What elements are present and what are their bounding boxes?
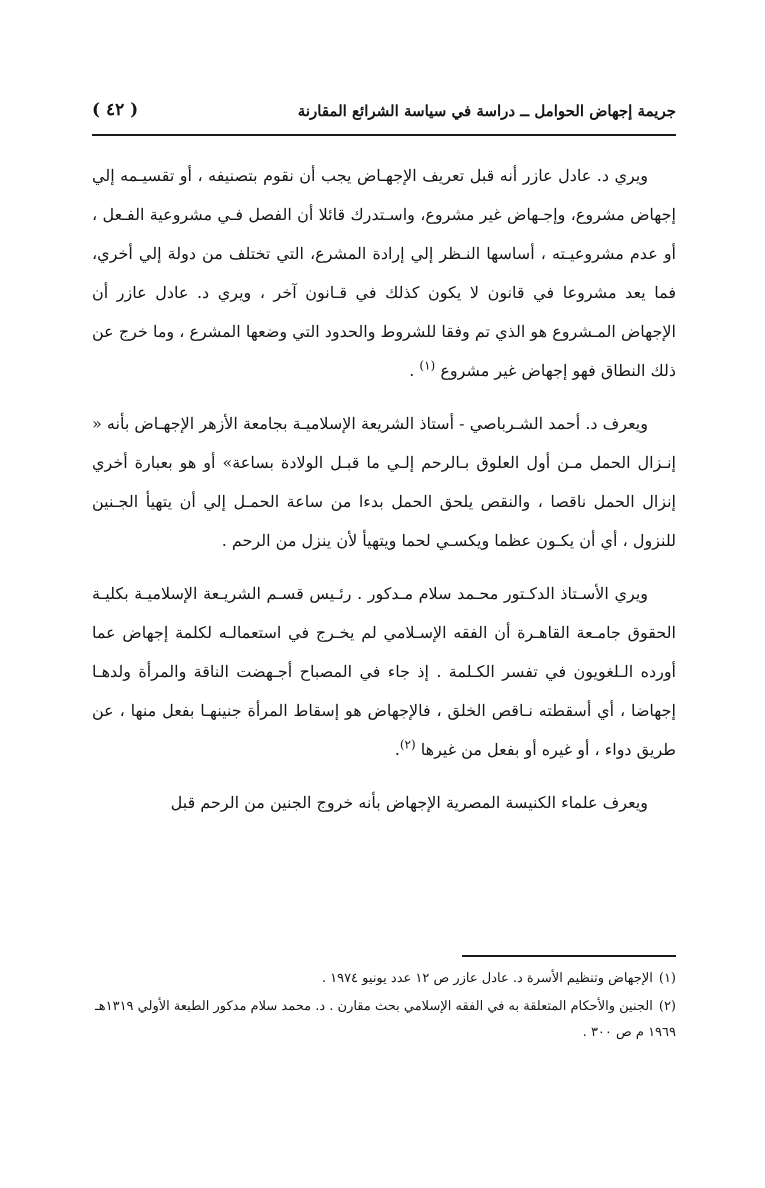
paragraph-2 bbox=[92, 404, 676, 560]
paragraph-1-text: ويري د. عادل عازر أنه قبل تعريف الإجهـاض يجب أن نقوم بتصنيفه ، أو تقسيـمه إلي إجهاض مشروع، وإجـهاض غير مشروع، واسـتدرك قائلا أن الفصل فـي مشروعية الفـعل ، أو عدم مشروعيـته ، أساسها النـظر إلي إرادة المشرع، التي تختلف من دولة إلي أخري، فما يعد مشروعا في قانون لا يكون كذلك في قـانون آخر ، ويري د. عادل عازر أن الإجهاض المـشروع هو الذي تم وفقا للشروط والحدود التي وضعها المشرع ، وما خرج عن ذلك النطاق فهو إجهاض غير مشروع bbox=[92, 166, 676, 380]
footnote-1-text: الإجهاض وتنظيم الأسرة د. عادل عازر ص ١٢ عدد يونيو ١٩٧٤ . bbox=[321, 971, 653, 986]
footnote-divider bbox=[462, 955, 676, 957]
paragraph-2-text: ويعرف د. أحمد الشـرباصي - أستاذ الشريعة الإسلاميـة بجامعة الأزهر الإجهـاض بأنه « إنـزال الحمل مـن أول العلوق بـالرحم إلـي ما قبـل الولادة بساعة» أو هو بعبارة أخري إنزال الحمل ناقصا ، والنقص يلحق الحمل بدءا من ساعة الحمـل إلي أن يتهيأ الجـنين للنزول ، أي أن يكـون عظما ويكسـي لحما ويتهيأ لأن ينزل من الرحم . bbox=[92, 414, 676, 550]
footnote-1-number: (١) bbox=[658, 971, 676, 986]
footnote-2 bbox=[92, 994, 676, 1046]
footnote-ref-1: (١) bbox=[419, 358, 436, 373]
paragraph-3-tail: . bbox=[394, 740, 400, 759]
footnotes bbox=[92, 966, 676, 1048]
page-number: ( ٤٢ ) bbox=[92, 100, 139, 120]
footnote-1 bbox=[92, 966, 676, 992]
paragraph-4 bbox=[92, 783, 676, 822]
header-divider bbox=[92, 134, 676, 136]
running-header bbox=[92, 98, 676, 132]
footnote-2-number: (٢) bbox=[658, 999, 676, 1014]
paragraph-1 bbox=[92, 156, 676, 390]
paragraph-1-tail: . bbox=[409, 361, 420, 380]
footnote-2-text: الجنين والأحكام المتعلقة به في الفقه الإسلامي بحث مقارن . د. محمد سلام مدكور الطبعة الأولي ١٣١٩هـ ١٩٦٩ م ص ٣٠٠ . bbox=[94, 999, 676, 1040]
main-text bbox=[92, 156, 676, 836]
paragraph-3-text: ويري الأسـتاذ الدكـتور محـمد سلام مـدكور . رئـيس قسـم الشريـعة الإسلاميـة بكليـة الحقوق جامـعة القاهـرة أن الفقه الإسـلامي لم يخـرج في استعمالـه لكلمة إجهاض عما أورده الـلغويون في تفسر الكـلمة . إذ جاء في المصباح أجـهضت الناقة والمرأة ولدهـا إجهاضا ، أي أسقطته نـاقص الخلق ، فالإجهاض هو إسقاط المرأة جنينهـا بفعل منها ، عن طريق دواء ، أو غيره أو بفعل من غيرها bbox=[92, 584, 677, 759]
paragraph-3 bbox=[92, 574, 676, 769]
paragraph-4-text: ويعرف علماء الكنيسة المصرية الإجهاض بأنه خروج الجنين من الرحم قبل bbox=[170, 793, 648, 812]
header-title: جريمة إجهاض الحوامل ــ دراسة في سياسة الشرائع المقارنة bbox=[297, 102, 676, 120]
footnote-ref-2: (٢) bbox=[399, 737, 416, 752]
